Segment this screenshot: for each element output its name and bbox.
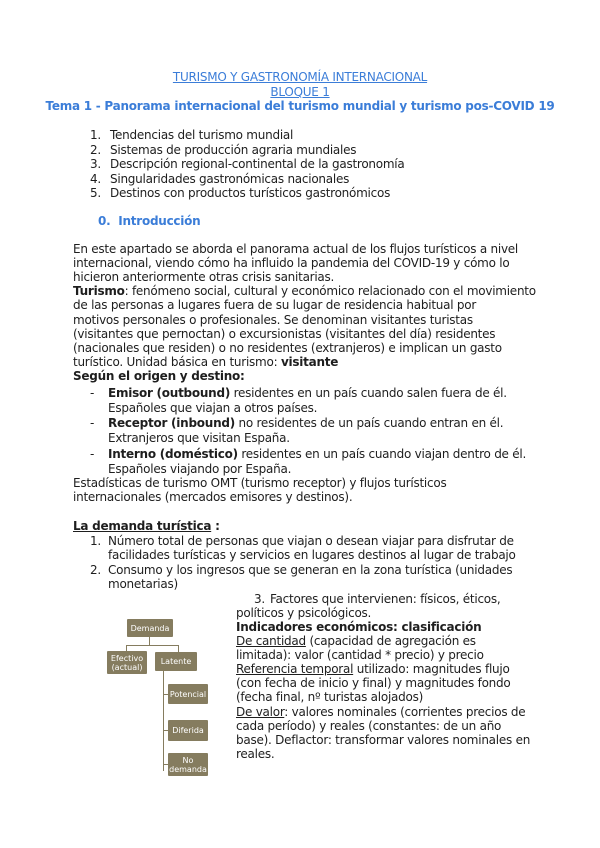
origen-item: Emisor (outbound) residentes en un país cuando salen fuera de él. (108, 386, 507, 400)
diagram-node-diferida: Diferida (168, 720, 208, 741)
toc-item: 2. Sistemas de producción agraria mundiales (90, 143, 357, 157)
factores-line: 3. Factores que intervienen: físicos, éticos, (254, 592, 501, 606)
origen-item: Interno (doméstico) residentes en un país cuando viajan dentro de él. (108, 447, 527, 461)
block-title: BLOQUE 1 (270, 85, 330, 99)
turismo-line: (visitantes que pernoctan) o excursionistas (visitantes del día) residentes (73, 327, 496, 341)
intro-line: En este apartado se aborda el panorama actual de los flujos turísticos a nivel (73, 242, 519, 256)
indicador-line: (con fecha de inicio y final) y magnitudes fondo (236, 676, 511, 690)
turismo-line: (nacionales que residen) o no residentes (extranjeros) e implican un gasto (73, 341, 502, 355)
indicador-line: De valor: valores nominales (corrientes precios de (236, 705, 526, 719)
toc-item: 3. Descripción regional-continental de la gastronomía (90, 157, 405, 171)
origen-item-line: Españoles que viajan a otros países. (108, 401, 318, 415)
course-title: TURISMO Y GASTRONOMÍA INTERNACIONAL (172, 70, 428, 84)
indicador-line: cada período) y reales (constantes: de un año (236, 719, 502, 733)
diagram-connector (149, 637, 150, 645)
indicador-line: limitada): valor (cantidad * precio) y precio (236, 648, 484, 662)
indicador-line: De cantidad (capacidad de agregación es (236, 634, 476, 648)
indicador-line: (fecha final, nº turistas alojados) (236, 690, 424, 704)
diagram-node-potencial: Potencial (168, 684, 208, 704)
toc-item: 5. Destinos con productos turísticos gastronómicos (90, 186, 391, 200)
diagram-connector (178, 645, 179, 652)
toc-item: 1. Tendencias del turismo mundial (90, 128, 294, 142)
origen-heading: Según el origen y destino: (73, 369, 245, 383)
bullet-dash: - (90, 386, 95, 400)
diagram-connector (163, 671, 164, 771)
bullet-dash: - (90, 416, 95, 430)
demanda-item: 2. Consumo y los ingresos que se generan en la zona turística (unidades (90, 563, 513, 577)
diagram-connector (126, 645, 179, 646)
topic-title: Tema 1 - Panorama internacional del turismo mundial y turismo pos-COVID 19 (45, 99, 555, 113)
indicadores-heading: Indicadores económicos: clasificación (236, 620, 482, 634)
demanda-item-line: facilidades turísticas y servicios en lugares destinos al lugar de trabajo (108, 548, 516, 562)
turismo-line: motivos personales o profesionales. Se denominan visitantes turistas (73, 313, 473, 327)
demanda-item: 1. Número total de personas que viajan o desean viajar para disfrutar de (90, 534, 514, 548)
intro-line: hicieron anteriormente otras crisis sanitarias. (73, 270, 335, 284)
origen-item: Receptor (inbound) no residentes de un país cuando entran en él. (108, 416, 504, 430)
stats-line: internacionales (mercados emisores y destinos). (73, 490, 353, 504)
origen-item-line: Españoles viajando por España. (108, 462, 292, 476)
diagram-node-no-demanda: No demanda (168, 753, 208, 776)
diagram-node-demanda: Demanda (127, 619, 173, 637)
section-heading: 0. Introducción (98, 214, 201, 228)
indicador-line: base). Deflactor: transformar valores nominales en (236, 733, 531, 747)
demanda-heading: La demanda turística : (73, 519, 220, 533)
indicador-line: reales. (236, 747, 275, 761)
diagram-node-efectivo: Efectivo (actual) (107, 651, 147, 674)
turismo-line: Turismo: fenómeno social, cultural y económico relacionado con el movimiento (73, 284, 536, 298)
origen-item-line: Extranjeros que visitan España. (108, 431, 290, 445)
factores-line: políticos y psicológicos. (236, 606, 372, 620)
bullet-dash: - (90, 447, 95, 461)
intro-line: internacional, viendo cómo ha influido la pandemia del COVID-19 y cómo lo (73, 256, 510, 270)
demanda-item-line: monetarias) (108, 577, 178, 591)
indicador-line: Referencia temporal utilizado: magnitudes flujo (236, 662, 510, 676)
turismo-line: turístico. Unidad básica en turismo: visitante (73, 355, 339, 369)
stats-line: Estadísticas de turismo OMT (turismo receptor) y flujos turísticos (73, 476, 447, 490)
diagram-node-latente: Latente (155, 652, 197, 671)
turismo-line: de las personas a lugares fuera de su lugar de residencia habitual por (73, 298, 477, 312)
toc-item: 4. Singularidades gastronómicas nacionales (90, 172, 350, 186)
